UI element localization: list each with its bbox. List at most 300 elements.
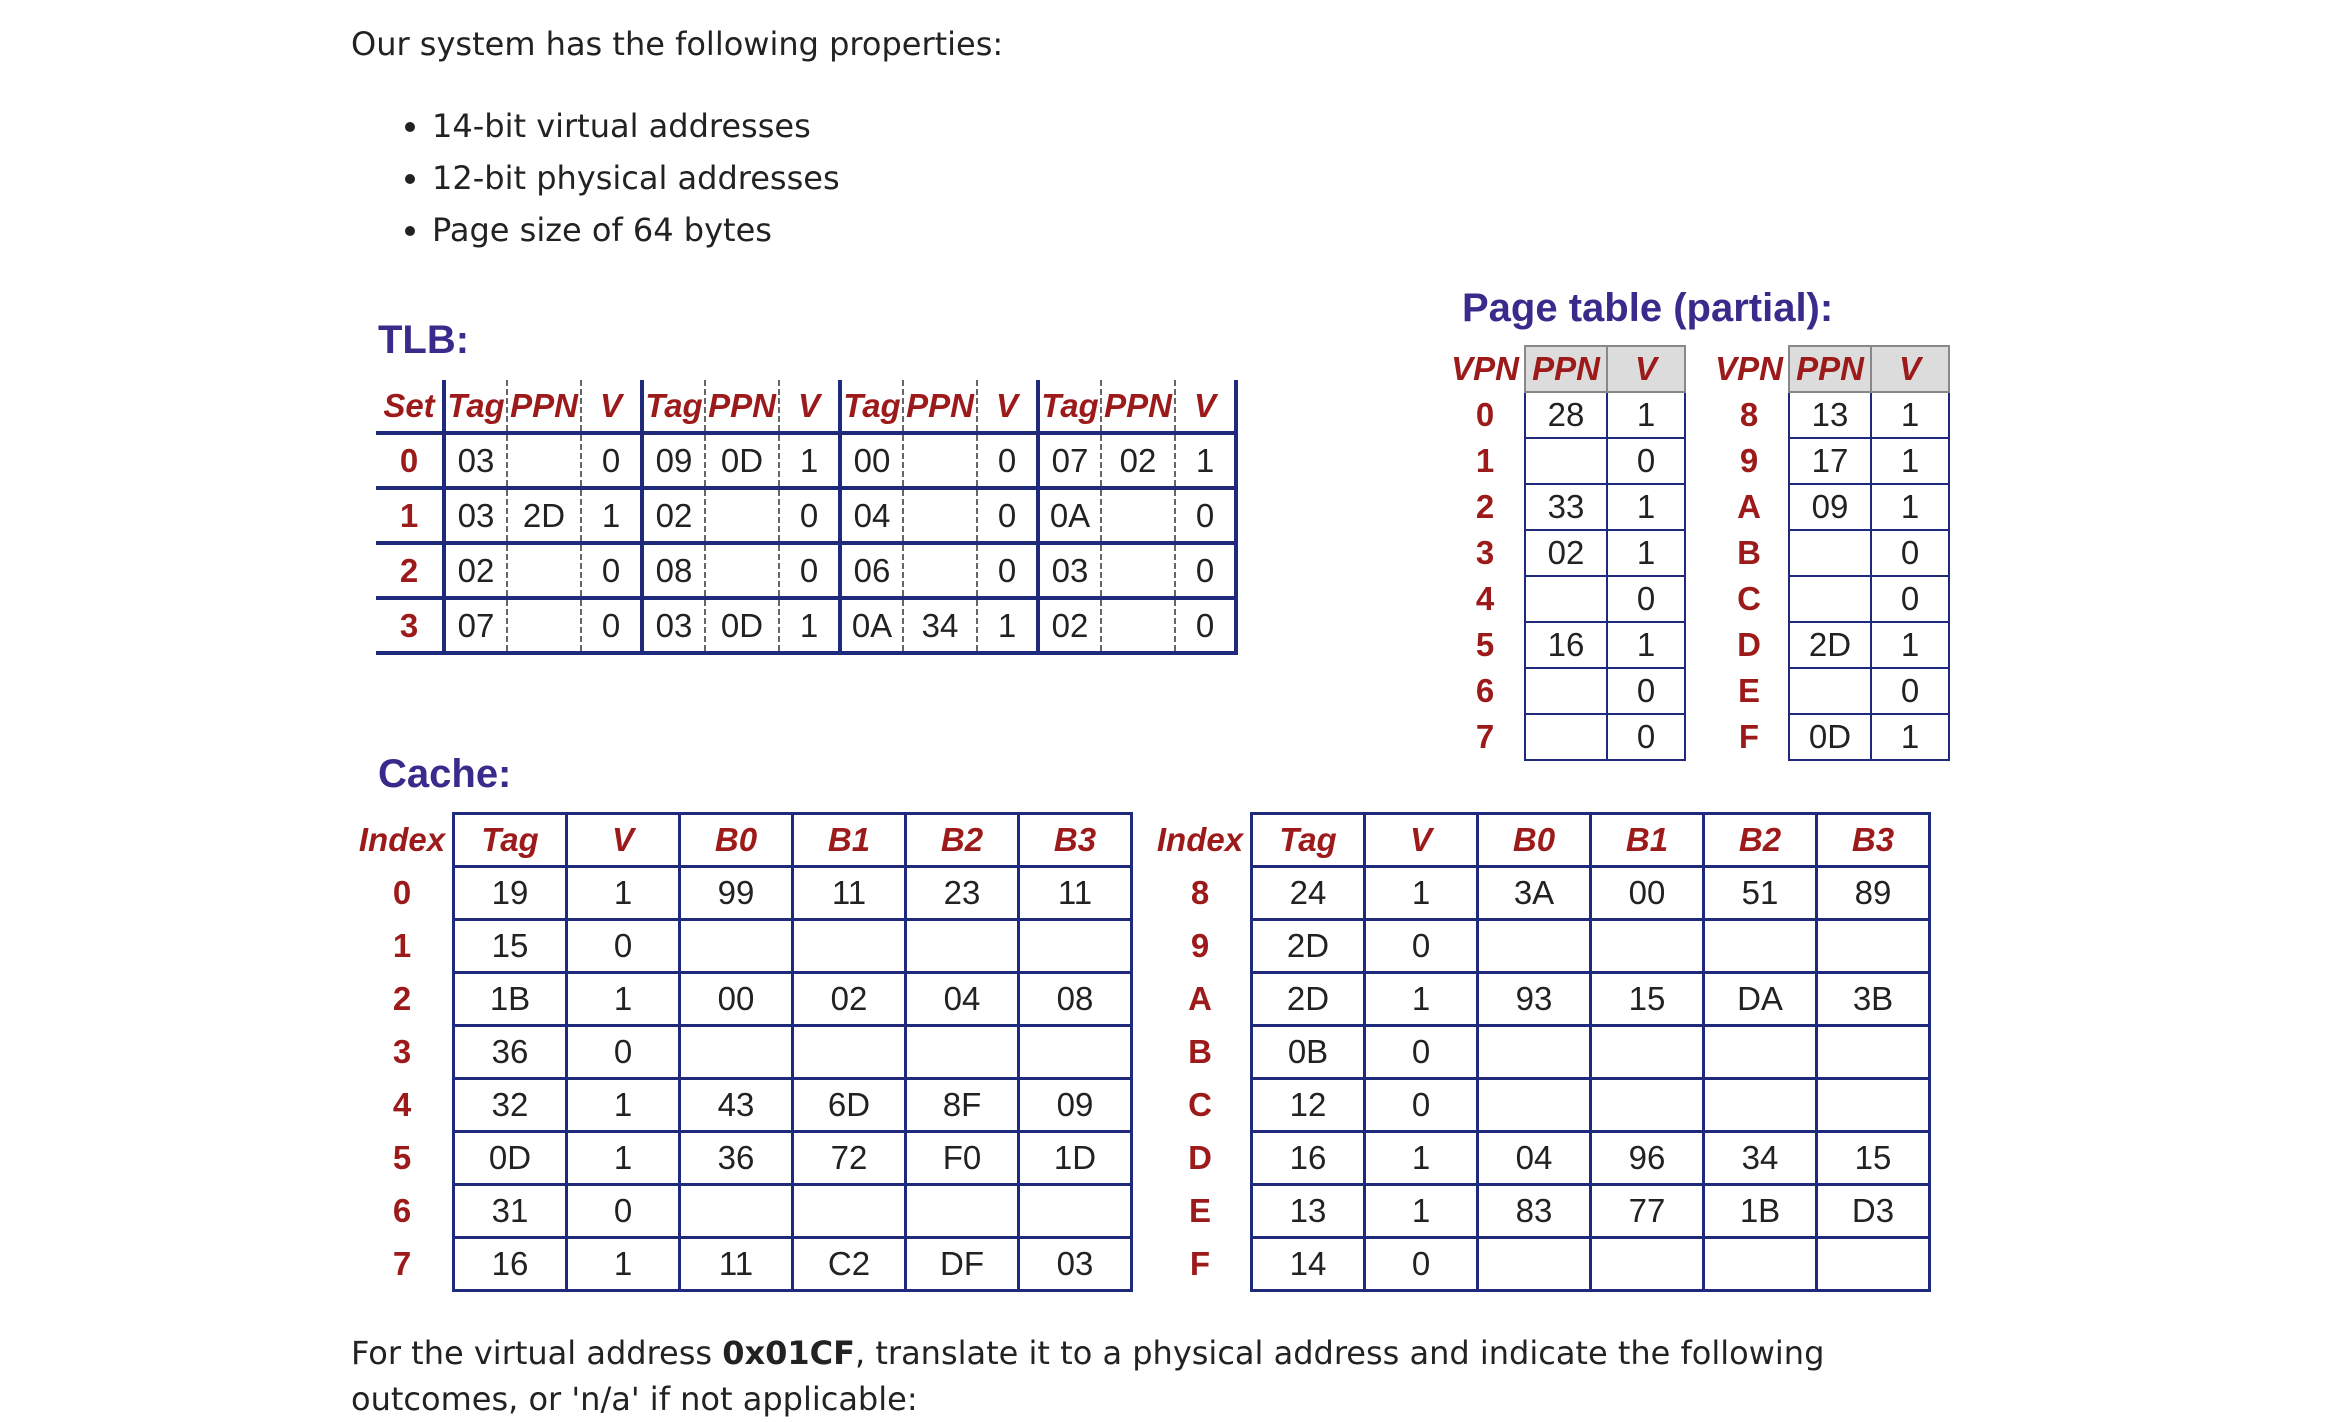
tlb-tag-cell: 07 xyxy=(444,598,507,653)
tlb-tag-cell: 0A xyxy=(840,598,903,653)
v-cell: 0 xyxy=(1607,576,1685,622)
cache-cell: 14 xyxy=(1252,1238,1365,1291)
cache-header-cell: Index xyxy=(358,821,446,858)
v-cell: 1 xyxy=(1607,484,1685,530)
cache-header-cell: B3 xyxy=(1019,814,1132,867)
cache-cell: DA xyxy=(1704,973,1817,1026)
property-item: • 12-bit physical addresses xyxy=(432,152,840,204)
cache-index: 9 xyxy=(1190,927,1210,964)
cache-cell: 13 xyxy=(1252,1185,1365,1238)
ppn-cell xyxy=(1789,530,1871,576)
tlb-v-cell: 0 xyxy=(601,441,621,479)
cache-header-cell: B1 xyxy=(793,814,906,867)
tlb-ppn-cell xyxy=(705,543,779,598)
tlb-tag-cell: 02 xyxy=(1038,598,1101,653)
cache-cell xyxy=(680,1185,793,1238)
cache-cell: F0 xyxy=(906,1132,1019,1185)
cache-cell: 0 xyxy=(567,1026,680,1079)
tlb-tag-header: Tag xyxy=(1038,380,1101,433)
cache-cell: 1B xyxy=(454,973,567,1026)
cache-cell: 1 xyxy=(567,973,680,1026)
tlb-tag-cell: 04 xyxy=(840,488,903,543)
cache-index: 5 xyxy=(392,1139,412,1176)
v-cell: 1 xyxy=(1607,622,1685,668)
ppn-cell: 28 xyxy=(1525,392,1607,438)
cache-index: 6 xyxy=(392,1192,412,1229)
table-row xyxy=(352,1132,1132,1185)
table-row xyxy=(376,488,1236,543)
cache-cell: 19 xyxy=(454,867,567,920)
page-table-title: Page table (partial): xyxy=(1462,286,1834,330)
tlb-v-cell: 0 xyxy=(601,551,621,589)
cache-cell xyxy=(1478,920,1591,973)
tlb-ppn-cell: 0D xyxy=(705,598,779,653)
cache-cell xyxy=(1591,920,1704,973)
cache-cell: 83 xyxy=(1478,1185,1591,1238)
cache-cell: 16 xyxy=(1252,1132,1365,1185)
tlb-set-index: 0 xyxy=(399,441,419,479)
table-row xyxy=(376,433,1236,488)
tlb-ppn-cell: 34 xyxy=(903,598,977,653)
vpn-cell: 8 xyxy=(1739,396,1759,433)
tlb-ppn-cell xyxy=(903,543,977,598)
tlb-tag-header: Tag xyxy=(840,380,903,433)
tlb-tag-cell: 02 xyxy=(642,488,705,543)
cache-cell xyxy=(1591,1026,1704,1079)
cache-cell: 1 xyxy=(567,1132,680,1185)
table-row xyxy=(1150,1132,1930,1185)
cache-index: C xyxy=(1188,1086,1212,1123)
vpn-cell: C xyxy=(1737,580,1761,617)
vpn-cell: 5 xyxy=(1475,626,1495,663)
ppn-cell: 16 xyxy=(1525,622,1607,668)
v-cell: 1 xyxy=(1607,392,1685,438)
property-item: • 14-bit virtual addresses xyxy=(432,100,840,152)
cache-cell xyxy=(1478,1079,1591,1132)
cache-cell: DF xyxy=(906,1238,1019,1291)
v-cell: 1 xyxy=(1871,438,1949,484)
cache-cell xyxy=(1817,1238,1930,1291)
tlb-ppn-header: PPN xyxy=(903,380,977,433)
vpn-cell: D xyxy=(1737,626,1761,663)
ppn-cell: 17 xyxy=(1789,438,1871,484)
cache-index: 3 xyxy=(392,1033,412,1070)
table-row xyxy=(1710,576,1949,622)
cache-cell: 43 xyxy=(680,1079,793,1132)
tlb-v-cell: 0 xyxy=(799,496,819,534)
v-cell: 0 xyxy=(1871,530,1949,576)
v-cell: 0 xyxy=(1607,438,1685,484)
v-header: V xyxy=(1871,346,1949,392)
tlb-v-header: V xyxy=(1175,380,1236,433)
cache-cell xyxy=(1019,1185,1132,1238)
cache-cell: 32 xyxy=(454,1079,567,1132)
ppn-cell: 09 xyxy=(1789,484,1871,530)
cache-cell xyxy=(1478,1238,1591,1291)
cache-cell: 31 xyxy=(454,1185,567,1238)
property-item: • Page size of 64 bytes xyxy=(432,204,840,256)
tlb-ppn-cell xyxy=(507,543,581,598)
cache-index: A xyxy=(1188,980,1212,1017)
cache-cell: 12 xyxy=(1252,1079,1365,1132)
table-row xyxy=(1446,576,1685,622)
cache-header-cell: Index xyxy=(1156,821,1244,858)
ppn-cell xyxy=(1789,668,1871,714)
cache-cell xyxy=(680,920,793,973)
cache-cell: 02 xyxy=(793,973,906,1026)
tlb-ppn-cell xyxy=(1101,543,1175,598)
cache-cell xyxy=(793,1185,906,1238)
tlb-ppn-cell xyxy=(507,598,581,653)
cache-cell xyxy=(1019,1026,1132,1079)
cache-cell: 16 xyxy=(454,1238,567,1291)
table-row xyxy=(1150,920,1930,973)
cache-cell: 89 xyxy=(1817,867,1930,920)
table-row xyxy=(1150,1185,1930,1238)
tlb-set-index: 3 xyxy=(399,606,419,644)
tlb-v-cell: 0 xyxy=(997,441,1017,479)
cache-index: 0 xyxy=(392,874,412,911)
tlb-ppn-header: PPN xyxy=(507,380,581,433)
tlb-v-cell: 1 xyxy=(601,496,621,534)
cache-cell: 99 xyxy=(680,867,793,920)
tlb-v-cell: 0 xyxy=(799,551,819,589)
tlb-set-index: 1 xyxy=(399,496,419,534)
tlb-ppn-cell xyxy=(1101,488,1175,543)
tlb-tag-header: Tag xyxy=(642,380,705,433)
cache-cell: 6D xyxy=(793,1079,906,1132)
cache-title: Cache: xyxy=(378,752,512,796)
table-row xyxy=(1446,530,1685,576)
cache-cell: 3B xyxy=(1817,973,1930,1026)
cache-cell xyxy=(1591,1238,1704,1291)
tlb-ppn-cell xyxy=(903,433,977,488)
cache-header-cell: Tag xyxy=(1252,814,1365,867)
ppn-cell xyxy=(1525,438,1607,484)
tlb-header-row xyxy=(376,380,1236,433)
tlb-v-cell: 0 xyxy=(1175,488,1236,543)
cache-cell: 0 xyxy=(567,1185,680,1238)
table-row xyxy=(1446,484,1685,530)
vpn-cell: F xyxy=(1738,718,1760,755)
tlb-v-cell: 1 xyxy=(799,441,819,479)
v-cell: 1 xyxy=(1871,622,1949,668)
tlb-ppn-cell: 0D xyxy=(705,433,779,488)
tlb-ppn-cell xyxy=(507,433,581,488)
ppn-cell: 02 xyxy=(1525,530,1607,576)
cache-cell: 2D xyxy=(1252,920,1365,973)
tlb-v-cell: 1 xyxy=(1175,433,1236,488)
table-row xyxy=(1710,622,1949,668)
vpn-cell: 4 xyxy=(1475,580,1495,617)
v-cell: 0 xyxy=(1871,668,1949,714)
cache-cell: 72 xyxy=(793,1132,906,1185)
tlb-v-header: V xyxy=(599,386,622,424)
tlb-ppn-cell xyxy=(903,488,977,543)
table-row xyxy=(352,973,1132,1026)
cache-cell xyxy=(1591,1079,1704,1132)
cache-cell: 11 xyxy=(793,867,906,920)
ppn-cell: 13 xyxy=(1789,392,1871,438)
table-row xyxy=(376,598,1236,653)
cache-index: E xyxy=(1188,1192,1211,1229)
vpn-cell: 6 xyxy=(1475,672,1495,709)
cache-index: 1 xyxy=(392,927,412,964)
cache-cell: 24 xyxy=(1252,867,1365,920)
cache-cell xyxy=(1704,920,1817,973)
vpn-cell: E xyxy=(1737,672,1760,709)
cache-cell xyxy=(1019,920,1132,973)
tlb-tag-cell: 0A xyxy=(1038,488,1101,543)
table-row xyxy=(352,1185,1132,1238)
ppn-cell xyxy=(1789,576,1871,622)
vpn-cell: 3 xyxy=(1475,534,1495,571)
table-row xyxy=(1710,484,1949,530)
cache-cell xyxy=(1817,920,1930,973)
cache-cell: 1 xyxy=(1365,1185,1478,1238)
tlb-tag-header: Tag xyxy=(444,380,507,433)
cache-cell: 34 xyxy=(1704,1132,1817,1185)
vpn-cell: 7 xyxy=(1475,718,1495,755)
page-table-header-row xyxy=(1446,346,1685,392)
vpn-header: VPN xyxy=(1451,350,1519,387)
cache-cell: 00 xyxy=(1591,867,1704,920)
cache-index: F xyxy=(1189,1245,1211,1282)
cache-cell: 11 xyxy=(1019,867,1132,920)
cache-cell: 77 xyxy=(1591,1185,1704,1238)
tlb-table xyxy=(376,380,1238,655)
v-header: V xyxy=(1607,346,1685,392)
tlb-v-cell: 1 xyxy=(997,606,1017,644)
cache-cell xyxy=(1704,1238,1817,1291)
cache-cell: 2D xyxy=(1252,973,1365,1026)
cache-cell: 36 xyxy=(454,1026,567,1079)
v-cell: 1 xyxy=(1871,392,1949,438)
cache-cell: 0B xyxy=(1252,1026,1365,1079)
cache-cell: 04 xyxy=(1478,1132,1591,1185)
tlb-tag-cell: 06 xyxy=(840,543,903,598)
table-row xyxy=(352,1238,1132,1291)
page-table-right xyxy=(1710,345,1950,761)
table-row xyxy=(1446,714,1685,760)
ppn-cell xyxy=(1525,668,1607,714)
ppn-cell: 2D xyxy=(1789,622,1871,668)
cache-cell xyxy=(1704,1026,1817,1079)
cache-cell: 08 xyxy=(1019,973,1132,1026)
table-row xyxy=(352,867,1132,920)
v-cell: 1 xyxy=(1871,714,1949,760)
cache-cell: 93 xyxy=(1478,973,1591,1026)
tlb-tag-cell: 07 xyxy=(1038,433,1101,488)
cache-cell: 11 xyxy=(680,1238,793,1291)
v-cell: 0 xyxy=(1607,714,1685,760)
table-row xyxy=(1446,668,1685,714)
cache-cell: D3 xyxy=(1817,1185,1930,1238)
ppn-cell: 33 xyxy=(1525,484,1607,530)
cache-cell: 0 xyxy=(1365,1079,1478,1132)
cache-index: 4 xyxy=(392,1086,412,1123)
cache-index: 7 xyxy=(392,1245,412,1282)
tlb-set-header: Set xyxy=(383,386,435,424)
table-row xyxy=(1710,714,1949,760)
cache-header-cell: V xyxy=(1365,814,1478,867)
cache-cell: 1 xyxy=(1365,1132,1478,1185)
cache-cell: 1B xyxy=(1704,1185,1817,1238)
tlb-tag-cell: 09 xyxy=(642,433,705,488)
question-after: , translate it to a physical address and indicate the following outcomes, or 'n/a' if not applicable: xyxy=(351,1334,1825,1418)
v-cell: 1 xyxy=(1607,530,1685,576)
cache-cell xyxy=(906,1185,1019,1238)
table-row xyxy=(1710,392,1949,438)
tlb-v-header: V xyxy=(995,386,1018,424)
cache-cell xyxy=(793,920,906,973)
vpn-cell: A xyxy=(1737,488,1761,525)
tlb-v-cell: 1 xyxy=(799,606,819,644)
cache-cell xyxy=(1478,1026,1591,1079)
tlb-set-index: 2 xyxy=(399,551,419,589)
table-row xyxy=(1150,1079,1930,1132)
table-row xyxy=(1710,438,1949,484)
table-row xyxy=(376,543,1236,598)
v-cell: 0 xyxy=(1607,668,1685,714)
tlb-tag-cell: 03 xyxy=(1038,543,1101,598)
cache-header-cell: B2 xyxy=(1704,814,1817,867)
cache-cell: 8F xyxy=(906,1079,1019,1132)
table-row xyxy=(352,920,1132,973)
tlb-tag-cell: 03 xyxy=(444,488,507,543)
cache-index: D xyxy=(1188,1139,1212,1176)
cache-cell: 0 xyxy=(1365,920,1478,973)
cache-index: 8 xyxy=(1190,874,1210,911)
cache-cell: 1D xyxy=(1019,1132,1132,1185)
tlb-tag-cell: 00 xyxy=(840,433,903,488)
cache-cell xyxy=(1817,1079,1930,1132)
cache-cell: 1 xyxy=(567,1079,680,1132)
cache-cell: 15 xyxy=(1817,1132,1930,1185)
table-row xyxy=(1150,1238,1930,1291)
properties-list xyxy=(390,100,840,256)
table-row xyxy=(1710,530,1949,576)
cache-cell: 96 xyxy=(1591,1132,1704,1185)
vpn-cell: 2 xyxy=(1475,488,1495,525)
cache-cell: 09 xyxy=(1019,1079,1132,1132)
ppn-cell: 0D xyxy=(1789,714,1871,760)
cache-cell: 23 xyxy=(906,867,1019,920)
cache-header-row xyxy=(1150,814,1930,867)
cache-cell: 0 xyxy=(567,920,680,973)
ppn-header: PPN xyxy=(1789,346,1871,392)
cache-header-cell: B0 xyxy=(1478,814,1591,867)
ppn-cell xyxy=(1525,576,1607,622)
table-row xyxy=(1150,973,1930,1026)
table-row xyxy=(1710,668,1949,714)
cache-header-cell: B3 xyxy=(1817,814,1930,867)
tlb-tag-cell: 02 xyxy=(444,543,507,598)
cache-cell: 3A xyxy=(1478,867,1591,920)
cache-cell xyxy=(793,1026,906,1079)
tlb-tag-cell: 03 xyxy=(444,433,507,488)
cache-cell: 0 xyxy=(1365,1026,1478,1079)
cache-index: 2 xyxy=(392,980,412,1017)
cache-table-right xyxy=(1150,812,1931,1292)
cache-cell: 1 xyxy=(567,1238,680,1291)
tlb-title: TLB: xyxy=(378,318,470,362)
cache-cell: 1 xyxy=(1365,973,1478,1026)
table-row xyxy=(352,1026,1132,1079)
cache-header-cell: B2 xyxy=(906,814,1019,867)
table-row xyxy=(1150,1026,1930,1079)
cache-header-row xyxy=(352,814,1132,867)
page-table-left xyxy=(1446,345,1686,761)
cache-cell: 1 xyxy=(567,867,680,920)
tlb-v-header: V xyxy=(797,386,820,424)
cache-cell: 36 xyxy=(680,1132,793,1185)
cache-cell xyxy=(1704,1079,1817,1132)
v-cell: 1 xyxy=(1871,484,1949,530)
tlb-ppn-header: PPN xyxy=(1101,380,1175,433)
cache-cell: 15 xyxy=(454,920,567,973)
intro-text: Our system has the following properties: xyxy=(351,25,1004,63)
cache-cell xyxy=(906,1026,1019,1079)
tlb-ppn-cell xyxy=(705,488,779,543)
cache-header-cell: V xyxy=(567,814,680,867)
cache-header-cell: B0 xyxy=(680,814,793,867)
tlb-v-cell: 0 xyxy=(997,496,1017,534)
v-cell: 0 xyxy=(1871,576,1949,622)
cache-cell xyxy=(1817,1026,1930,1079)
table-row xyxy=(1446,438,1685,484)
tlb-v-cell: 0 xyxy=(1175,598,1236,653)
tlb-ppn-header: PPN xyxy=(705,380,779,433)
ppn-header: PPN xyxy=(1525,346,1607,392)
cache-cell xyxy=(680,1026,793,1079)
cache-cell: 0D xyxy=(454,1132,567,1185)
table-row xyxy=(1446,392,1685,438)
cache-header-cell: B1 xyxy=(1591,814,1704,867)
tlb-tag-cell: 03 xyxy=(642,598,705,653)
vpn-cell: 9 xyxy=(1739,442,1759,479)
vpn-header: VPN xyxy=(1715,350,1783,387)
cache-cell: 1 xyxy=(1365,867,1478,920)
question-text xyxy=(351,1330,1991,1422)
page-table-header-row xyxy=(1710,346,1949,392)
cache-header-cell: Tag xyxy=(454,814,567,867)
tlb-tag-cell: 08 xyxy=(642,543,705,598)
tlb-v-cell: 0 xyxy=(601,606,621,644)
cache-cell: 0 xyxy=(1365,1238,1478,1291)
tlb-ppn-cell: 02 xyxy=(1101,433,1175,488)
tlb-v-cell: 0 xyxy=(1175,543,1236,598)
cache-cell: 00 xyxy=(680,973,793,1026)
cache-cell: 51 xyxy=(1704,867,1817,920)
cache-cell: 04 xyxy=(906,973,1019,1026)
table-row xyxy=(352,1079,1132,1132)
cache-cell: C2 xyxy=(793,1238,906,1291)
table-row xyxy=(1150,867,1930,920)
table-row xyxy=(1446,622,1685,668)
question-before: For the virtual address xyxy=(351,1334,723,1372)
ppn-cell xyxy=(1525,714,1607,760)
tlb-v-cell: 0 xyxy=(997,551,1017,589)
vpn-cell: 0 xyxy=(1475,396,1495,433)
vpn-cell: B xyxy=(1737,534,1761,571)
cache-cell: 03 xyxy=(1019,1238,1132,1291)
question-address: 0x01CF xyxy=(722,1334,856,1372)
cache-cell: 15 xyxy=(1591,973,1704,1026)
cache-table-left xyxy=(352,812,1133,1292)
tlb-ppn-cell xyxy=(1101,598,1175,653)
vpn-cell: 1 xyxy=(1475,442,1495,479)
